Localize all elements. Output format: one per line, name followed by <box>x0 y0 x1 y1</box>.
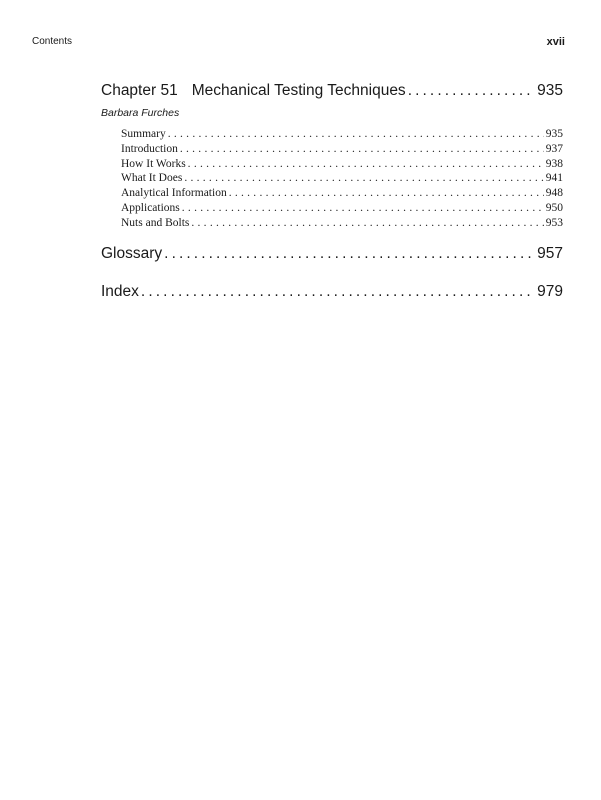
toc-section-entry[interactable] <box>121 157 563 172</box>
glossary-page: 957 <box>537 244 563 262</box>
running-head-left: Contents <box>32 36 73 47</box>
dot-leader <box>188 157 544 172</box>
dot-leader <box>184 171 543 186</box>
dot-leader <box>141 283 535 301</box>
table-of-contents <box>101 82 563 305</box>
dot-leader <box>164 245 535 263</box>
running-head <box>32 36 565 50</box>
dot-leader <box>180 142 544 157</box>
toc-chapter-entry[interactable] <box>101 82 563 104</box>
chapter-title: Mechanical Testing Techniques <box>191 82 406 99</box>
index-title: Index <box>101 282 139 300</box>
section-list <box>121 127 563 231</box>
section-page: 953 <box>545 216 563 229</box>
section-page: 948 <box>545 187 563 200</box>
chapter-page: 935 <box>537 82 563 99</box>
toc-index-entry[interactable] <box>101 283 563 305</box>
page-number: xvii <box>546 36 565 48</box>
toc-section-entry[interactable] <box>121 171 563 186</box>
dot-leader <box>168 127 544 142</box>
section-title: What It Does <box>121 172 183 185</box>
section-title: How It Works <box>121 157 186 170</box>
section-page: 935 <box>545 128 563 140</box>
section-title: Nuts and Bolts <box>121 216 190 229</box>
index-page: 979 <box>537 282 563 300</box>
section-title: Applications <box>121 201 180 214</box>
section-page: 941 <box>545 172 563 185</box>
section-page: 938 <box>545 157 563 170</box>
chapter-number: Chapter 51 <box>101 82 178 99</box>
toc-section-entry[interactable] <box>121 201 563 216</box>
dot-leader <box>191 216 543 231</box>
section-title: Analytical Information <box>121 187 227 200</box>
section-title: Introduction <box>121 142 178 155</box>
section-title: Summary <box>121 128 166 140</box>
toc-section-entry[interactable] <box>121 186 563 201</box>
dot-leader <box>408 82 535 100</box>
glossary-title: Glossary <box>101 244 163 262</box>
toc-section-entry[interactable] <box>121 127 563 142</box>
section-page: 950 <box>545 201 563 214</box>
chapter-author: Barbara Furches <box>101 107 180 119</box>
dot-leader <box>229 186 544 201</box>
section-page: 937 <box>545 142 563 155</box>
dot-leader <box>182 201 544 216</box>
toc-section-entry[interactable] <box>121 142 563 157</box>
toc-glossary-entry[interactable] <box>101 245 563 267</box>
toc-section-entry[interactable] <box>121 216 563 231</box>
